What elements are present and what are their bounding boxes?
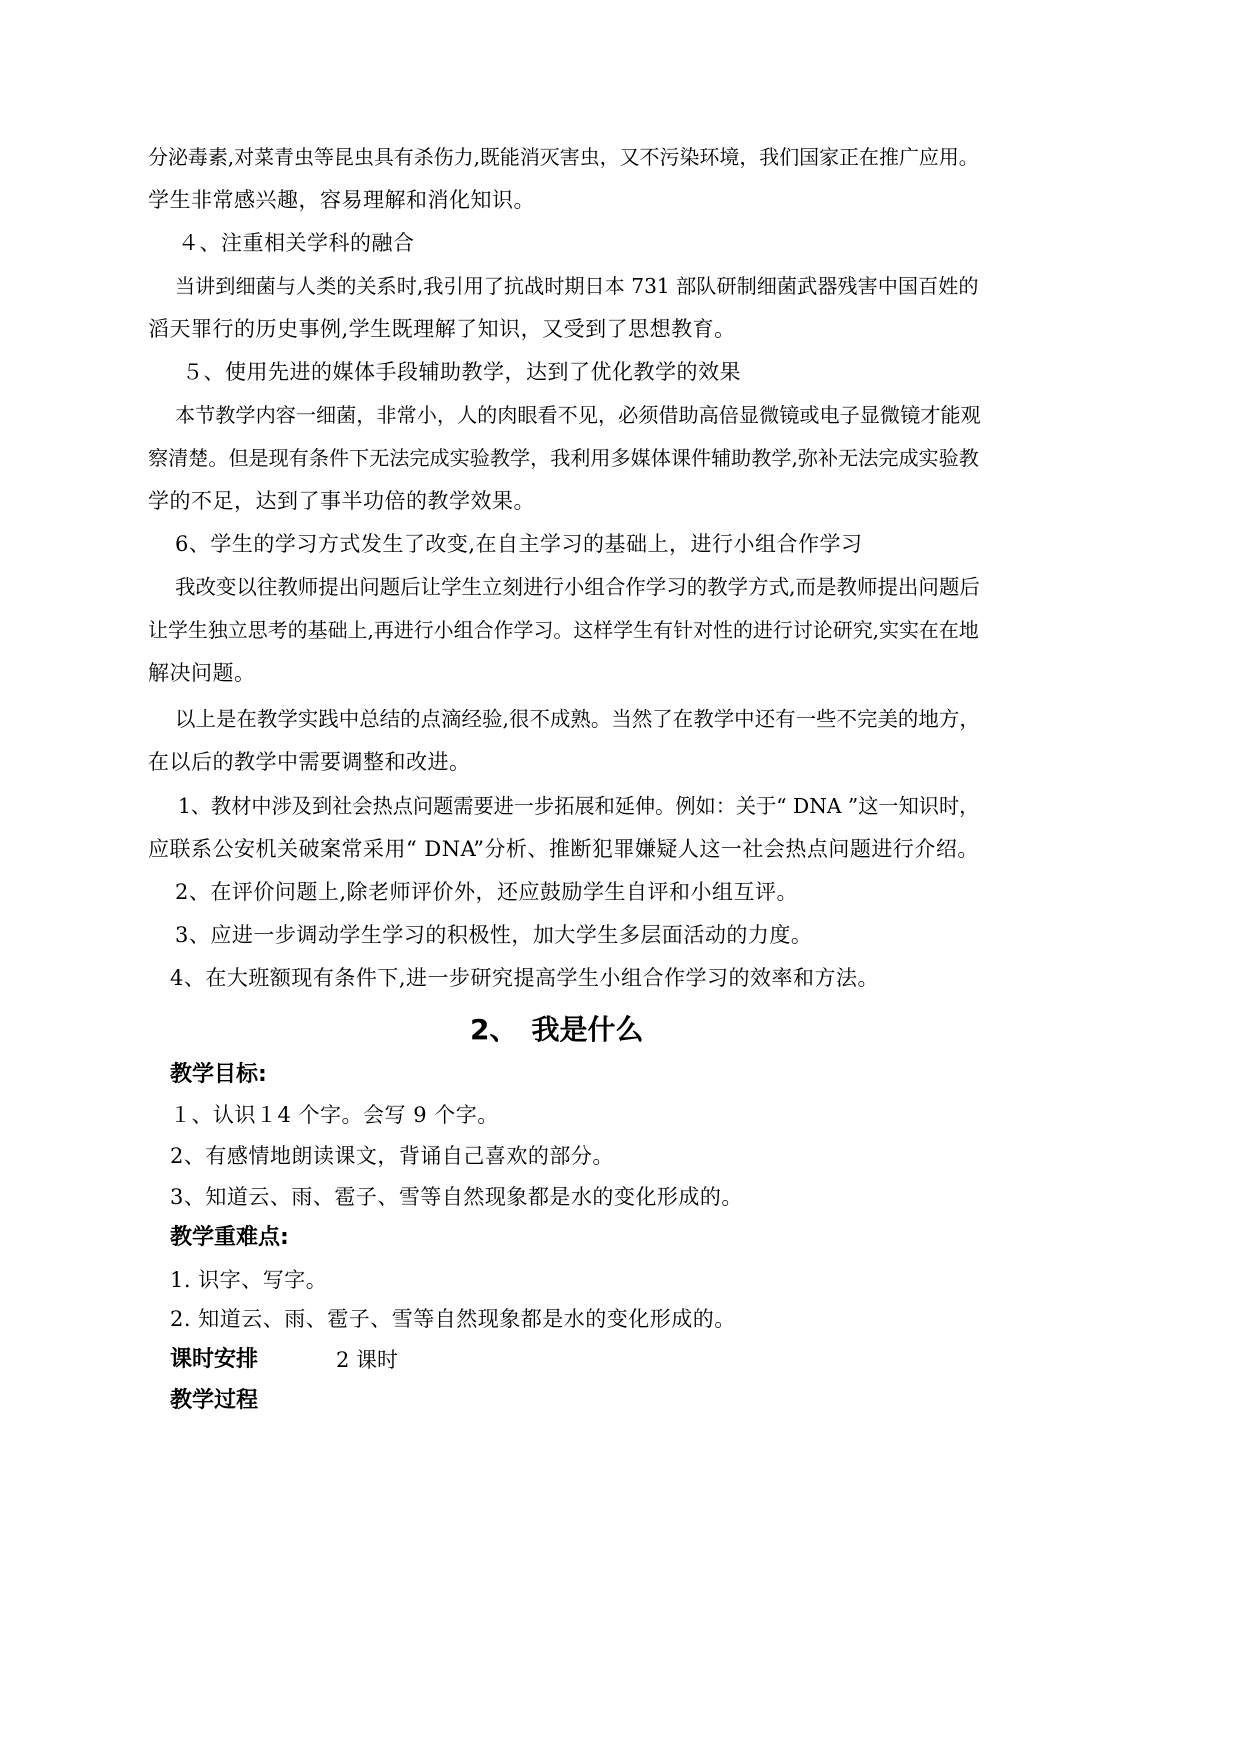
- key-points-heading: 教学重难点:: [170, 1225, 289, 1250]
- goal-item: １、认识１4 个字。会写 9 个字。: [170, 1103, 499, 1127]
- summary-line: 让学生独立思考的基础上,再进行小组合作学习。这样学生有针对性的进行讨论研究,实实在在地: [148, 618, 979, 642]
- summary-line: 分泌毒素,对菜青虫等昆虫具有杀伤力,既能消灭害虫，又不污染环境，我们国家正在推广应用。: [148, 145, 979, 169]
- summary-line: 察清楚。但是现有条件下无法完成实验教学，我利用多媒体课件辅助教学,弥补无法完成实验教: [148, 446, 979, 470]
- summary-subheading: ４、注重相关学科的融合: [178, 231, 415, 255]
- goal-item: 3、知道云、雨、雹子、雪等自然现象都是水的变化形成的。: [170, 1185, 743, 1209]
- summary-line: 我改变以往教师提出问题后让学生立刻进行小组合作学习的教学方式,而是教师提出问题后: [175, 575, 980, 599]
- summary-line: 2、在评价问题上,除老师评价外，还应鼓励学生自评和小组互评。: [175, 880, 799, 904]
- goals-heading: 教学目标:: [170, 1062, 267, 1087]
- lesson-title: 2、 我是什么: [470, 1013, 644, 1046]
- summary-subheading: 6、学生的学习方式发生了改变,在自主学习的基础上，进行小组合作学习: [175, 532, 863, 556]
- summary-line: 本节教学内容一细菌，非常小，人的肉眼看不见，必须借助高倍显微镜或电子显微镜才能观: [175, 403, 981, 427]
- summary-line: 1、教材中涉及到社会热点问题需要进一步拓展和延伸。例如：关于“ DNA ”这一知识时，: [178, 794, 980, 818]
- summary-line: 当讲到细菌与人类的关系时,我引用了抗战时期日本 731 部队研制细菌武器残害中国百姓的: [175, 274, 979, 298]
- summary-line: 3、应进一步调动学生学习的积极性，加大学生多层面活动的力度。: [175, 923, 813, 947]
- summary-line: 以上是在教学实践中总结的点滴经验,很不成熟。当然了在教学中还有一些不完美的地方，: [175, 707, 980, 731]
- key-point-item: 1. 识字、写字。: [170, 1268, 328, 1292]
- summary-line: 解决问题。: [148, 661, 256, 685]
- summary-line: 学的不足，达到了事半功倍的教学效果。: [148, 489, 535, 513]
- summary-line: 4、在大班额现有条件下,进一步研究提高学生小组合作学习的效率和方法。: [170, 966, 880, 990]
- key-point-item: 2. 知道云、雨、雹子、雪等自然现象都是水的变化形成的。: [170, 1307, 736, 1331]
- summary-line: 滔天罪行的历史事例,学生既理解了知识，又受到了思想教育。: [148, 317, 736, 341]
- summary-subheading: ５、使用先进的媒体手段辅助教学，达到了优化教学的效果: [182, 360, 741, 384]
- summary-line: 学生非常感兴趣，容易理解和消化知识。: [148, 188, 535, 212]
- goal-item: 2、有感情地朗读课文，背诵自己喜欢的部分。: [170, 1144, 614, 1168]
- summary-line: 应联系公安机关破案常采用“ DNA”分析、推断犯罪嫌疑人这一社会热点问题进行介绍。: [148, 837, 979, 861]
- process-heading: 教学过程: [170, 1388, 259, 1413]
- hours-label: 课时安排: [170, 1347, 259, 1372]
- summary-line: 在以后的教学中需要调整和改进。: [148, 750, 471, 774]
- hours-value: 2 课时: [336, 1348, 399, 1372]
